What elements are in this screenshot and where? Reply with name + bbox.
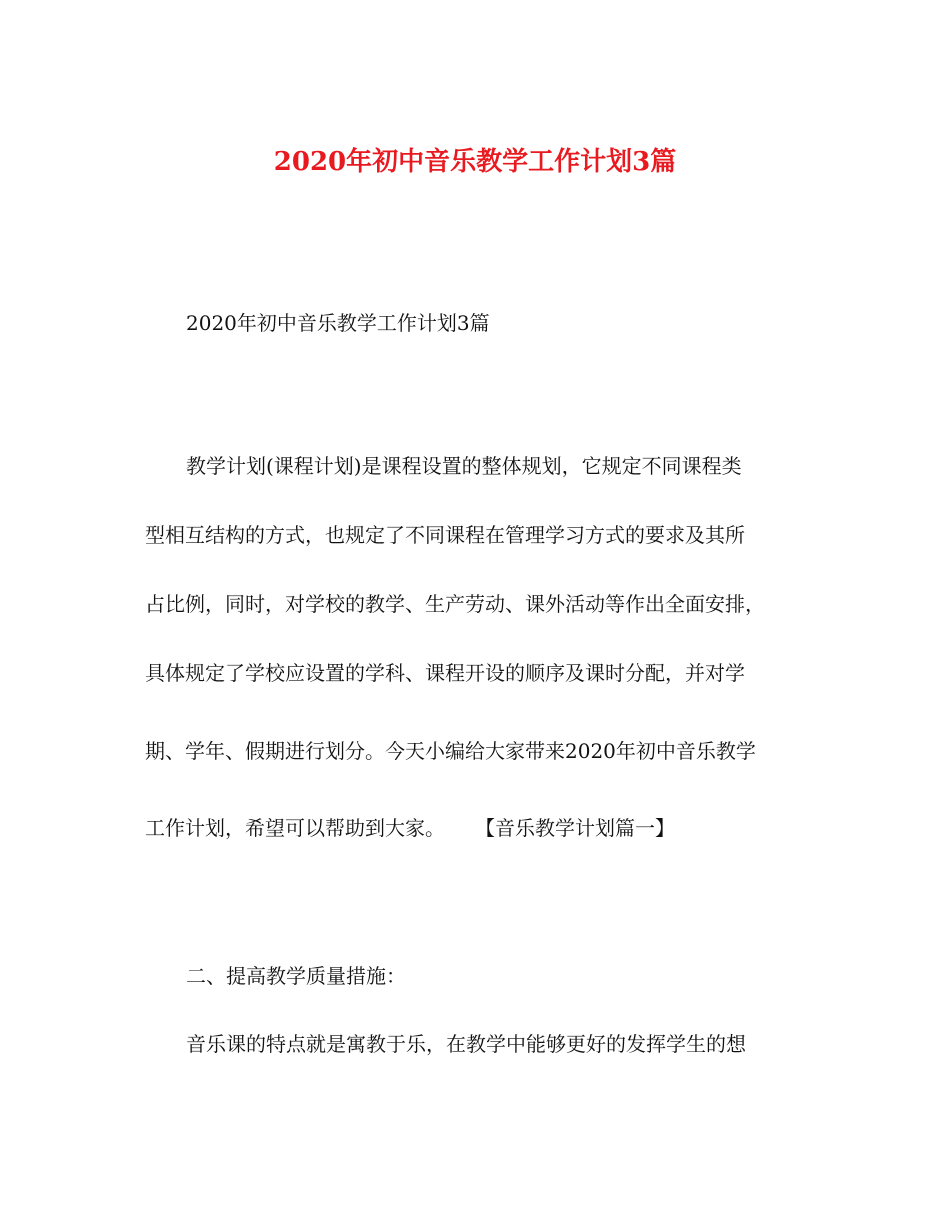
intro-line-6 bbox=[145, 812, 845, 844]
intro-line-1: 教学计划(课程计划)是课程设置的整体规划，它规定不同课程类 bbox=[186, 454, 742, 478]
body-line-1: 音乐课的特点就是寓教于乐，在教学中能够更好的发挥学生的想 bbox=[186, 1032, 746, 1056]
intro-line-3: 占比例，同时，对学校的教学、生产劳动、课外活动等作出全面安排， bbox=[145, 592, 765, 616]
intro-line-2: 型相互结构的方式，也规定了不同课程在管理学习方式的要求及其所 bbox=[145, 523, 745, 547]
intro-line-4: 具体规定了学校应设置的学科、课程开设的顺序及课时分配，并对学 bbox=[145, 661, 745, 685]
document-subtitle: 2020年初中音乐教学工作计划3篇 bbox=[186, 311, 490, 335]
intro-line-5: 期、学年、假期进行划分。今天小编给大家带来2020年初中音乐教学 bbox=[145, 739, 756, 763]
section-heading: 二、提高教学质量措施： bbox=[186, 964, 406, 988]
document-title: 2020年初中音乐教学工作计划3篇 bbox=[273, 147, 677, 177]
intro-line-6-text: 工作计划，希望可以帮助到大家。 bbox=[145, 816, 445, 840]
section-marker: 【音乐教学计划篇一】 bbox=[485, 816, 675, 840]
